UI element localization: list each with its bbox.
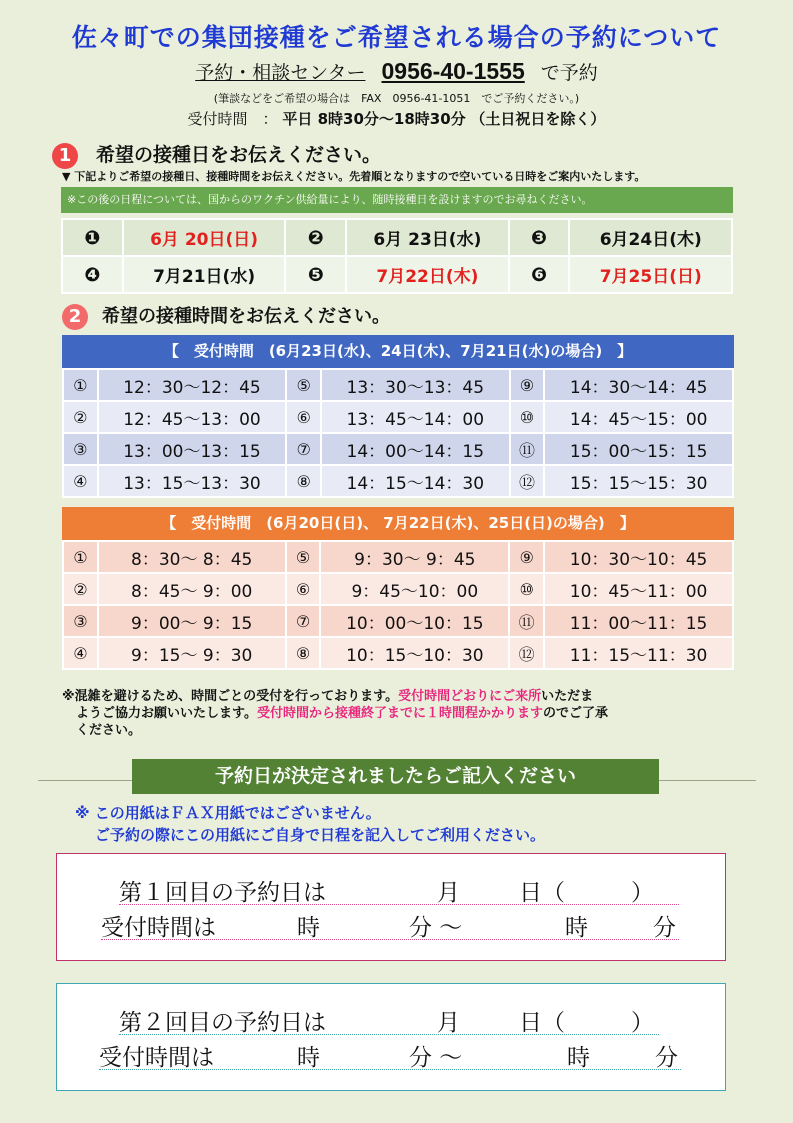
time-slot[interactable]: 13：15～13：30 xyxy=(98,465,287,497)
date-cell[interactable]: 6月 20日(日) xyxy=(123,219,285,256)
time-slot[interactable]: 8：30～ 8：45 xyxy=(98,541,286,573)
slot-number: ① xyxy=(63,369,98,401)
phone-number[interactable]: 0956-40-1555 xyxy=(381,58,525,84)
table-row xyxy=(63,401,733,433)
time-slot[interactable]: 12：45～13：00 xyxy=(98,401,287,433)
notice-text: ようご協力お願いいたします。 xyxy=(76,706,257,721)
reservation-line xyxy=(0,58,793,85)
time-slot[interactable]: 9：45～10：00 xyxy=(320,573,509,605)
time-slot[interactable]: 13：00～13：15 xyxy=(98,433,287,465)
table-row xyxy=(63,605,733,637)
reception-hours xyxy=(0,108,793,129)
time-slot[interactable]: 10：15～10：30 xyxy=(320,637,509,669)
slot-number: ⑧ xyxy=(286,465,321,497)
hours-label: 受付時間 ： xyxy=(187,110,278,128)
time-slot[interactable]: 15：15～15：30 xyxy=(544,465,733,497)
day-label: 日（ xyxy=(519,880,565,906)
weekday-close: ） xyxy=(631,880,654,906)
table-row xyxy=(63,369,733,401)
slot-number: ⑧ xyxy=(286,637,321,669)
section1-note: ▼ 下記よりご希望の接種日、接種時間をお伝えください。先着順となりますので空いている日時をご案内いたします。 xyxy=(62,170,646,183)
first-time-line[interactable] xyxy=(101,909,679,940)
slot-number: ④ xyxy=(63,637,98,669)
time-slot[interactable]: 14：00～14：15 xyxy=(321,433,510,465)
day-label: 日（ xyxy=(519,1010,565,1036)
second-date-line[interactable] xyxy=(119,1004,659,1035)
time-slot[interactable]: 10：30～10：45 xyxy=(544,541,733,573)
section1-title: 希望の接種日をお伝えください。 xyxy=(96,144,382,166)
time-slot[interactable]: 11：15～11：30 xyxy=(544,637,733,669)
table-row xyxy=(63,433,733,465)
slot-number: ② xyxy=(63,401,98,433)
time-slot[interactable]: 10：00～10：15 xyxy=(320,605,509,637)
second-time-line[interactable] xyxy=(99,1039,681,1070)
date-label: 第１回目の予約日は xyxy=(119,880,326,906)
time-slot[interactable]: 13：30～13：45 xyxy=(321,369,510,401)
not-fax-note xyxy=(75,802,545,846)
slot-number: ⑪ xyxy=(509,605,544,637)
time-slot[interactable]: 15：00～15：15 xyxy=(544,433,733,465)
slot-number: ⑫ xyxy=(510,465,545,497)
congestion-notice xyxy=(62,688,742,739)
hours-value: 平日 8時30分～18時30分 xyxy=(282,110,466,128)
date-number: ❶ xyxy=(62,219,123,256)
time-slot[interactable]: 9：30～ 9：45 xyxy=(320,541,509,573)
section1-number: 1 xyxy=(52,143,78,169)
time-slot[interactable]: 13：45～14：00 xyxy=(321,401,510,433)
minute-label: 分 ～ xyxy=(409,915,463,941)
slot-number: ④ xyxy=(63,465,98,497)
time-slot[interactable]: 12：30～12：45 xyxy=(98,369,287,401)
slot-number: ⑥ xyxy=(286,573,321,605)
time-label: 受付時間は xyxy=(101,915,216,941)
date-number: ❷ xyxy=(285,219,346,256)
time-slot[interactable]: 14：30～14：45 xyxy=(544,369,733,401)
date-number: ❻ xyxy=(509,256,570,293)
slot-number: ⑨ xyxy=(510,369,545,401)
slot-number: ① xyxy=(63,541,98,573)
month-label: 月 xyxy=(437,880,460,906)
slot-number: ⑦ xyxy=(286,433,321,465)
notice-text: のでご了承 xyxy=(542,706,608,721)
slot-number: ② xyxy=(63,573,98,605)
second-appointment-box xyxy=(56,983,726,1091)
notice-text: ください。 xyxy=(76,723,142,738)
minute-label: 分 xyxy=(653,915,676,941)
time-slot[interactable]: 14：45～15：00 xyxy=(544,401,733,433)
table-row xyxy=(63,541,733,573)
slot-number: ⑫ xyxy=(509,637,544,669)
slot-number: ⑤ xyxy=(286,369,321,401)
date-number: ❹ xyxy=(62,256,123,293)
slot-number: ⑨ xyxy=(509,541,544,573)
slot-number: ⑩ xyxy=(510,401,545,433)
center-name: 予約・相談センター xyxy=(195,62,366,84)
time-slot[interactable]: 11：00～11：15 xyxy=(544,605,733,637)
hours-suffix: （土日祝日を除く） xyxy=(470,110,606,128)
time-slot[interactable]: 10：45～11：00 xyxy=(544,573,733,605)
time-slot[interactable]: 9：00～ 9：15 xyxy=(98,605,286,637)
supply-note-bar: ※この後の日程については、国からのワクチン供給量により、随時接種日を設けますのでお尋ねください。 xyxy=(61,187,733,213)
time-slot[interactable]: 14：15～14：30 xyxy=(321,465,510,497)
orange-table-header: 【 受付時間 (6月20日(日)、 7月22日(木)、25日(日)の場合) 】 xyxy=(62,507,734,540)
date-cell[interactable]: 6月24日(木) xyxy=(569,219,732,256)
first-appointment-box xyxy=(56,853,726,961)
first-date-line[interactable] xyxy=(119,874,679,905)
date-cell[interactable]: 7月25日(日) xyxy=(569,256,732,293)
hour-label: 時 xyxy=(567,1045,590,1071)
blue-time-table xyxy=(62,368,734,498)
page-title: 佐々町での集団接種をご希望される場合の予約について xyxy=(71,23,722,52)
reserve-suffix: で予約 xyxy=(540,62,598,84)
weekday-close: ） xyxy=(631,1010,654,1036)
time-slot[interactable]: 9：15～ 9：30 xyxy=(98,637,286,669)
date-table xyxy=(61,218,733,294)
slot-number: ⑪ xyxy=(510,433,545,465)
slot-number: ⑩ xyxy=(509,573,544,605)
hour-label: 時 xyxy=(565,915,588,941)
not-fax-line: ※ この用紙はＦＡＸ用紙ではございません。 xyxy=(75,804,381,822)
fax-note: (筆談などをご希望の場合は FAX 0956-41-1051 でご予約ください。) xyxy=(213,92,580,105)
date-row xyxy=(62,256,732,293)
section2-title: 希望の接種時間をお伝えください。 xyxy=(102,306,390,327)
notice-emphasis: 受付時間から接種終了までに１時間程かかります xyxy=(256,706,543,721)
slot-number: ③ xyxy=(63,433,98,465)
blue-table-header: 【 受付時間 (6月23日(水)、24日(木)、7月21日(水)の場合) 】 xyxy=(62,335,734,368)
slot-number: ③ xyxy=(63,605,98,637)
slot-number: ⑤ xyxy=(286,541,321,573)
date-cell[interactable]: 7月21日(水) xyxy=(123,256,285,293)
time-label: 受付時間は xyxy=(99,1045,214,1071)
date-cell[interactable]: 7月22日(木) xyxy=(346,256,508,293)
hour-label: 時 xyxy=(297,915,320,941)
month-label: 月 xyxy=(437,1010,460,1036)
slot-number: ⑦ xyxy=(286,605,321,637)
date-cell[interactable]: 6月 23日(水) xyxy=(346,219,508,256)
table-row xyxy=(63,465,733,497)
date-number: ❺ xyxy=(285,256,346,293)
record-banner: 予約日が決定されましたらご記入ください xyxy=(132,759,659,794)
date-label: 第２回目の予約日は xyxy=(119,1010,326,1036)
table-row xyxy=(63,637,733,669)
time-slot[interactable]: 8：45～ 9：00 xyxy=(98,573,286,605)
date-row xyxy=(62,219,732,256)
notice-emphasis: 受付時間どおりにご来所 xyxy=(398,689,542,704)
section1-heading xyxy=(52,140,381,169)
section2-heading xyxy=(62,302,390,330)
slot-number: ⑥ xyxy=(286,401,321,433)
notice-text: ※混雑を避けるため、時間ごとの受付を行っております。 xyxy=(62,689,399,704)
date-number: ❸ xyxy=(509,219,570,256)
table-row xyxy=(63,573,733,605)
notice-text: いただま xyxy=(541,689,594,704)
minute-label: 分 xyxy=(655,1045,678,1071)
not-fax-line: ご予約の際にこの用紙にご自身で日程を記入してご利用ください。 xyxy=(95,826,546,844)
section2-number: 2 xyxy=(62,304,88,330)
orange-time-table xyxy=(62,540,734,670)
hour-label: 時 xyxy=(297,1045,320,1071)
minute-label: 分 ～ xyxy=(409,1045,463,1071)
